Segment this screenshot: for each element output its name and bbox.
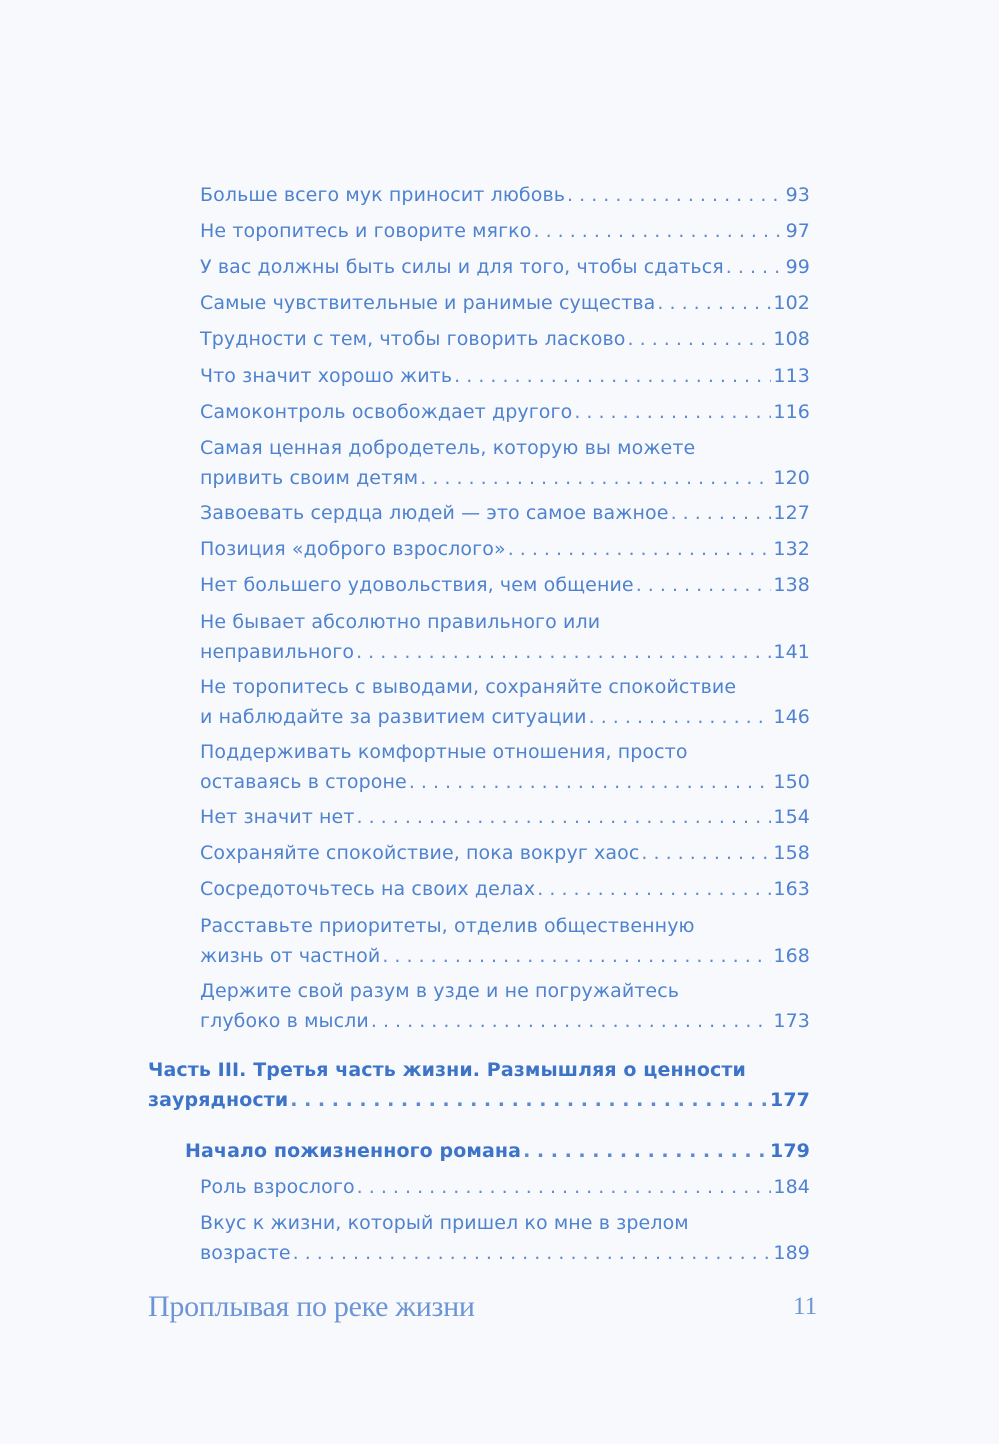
- toc-leader-dots: [574, 397, 771, 427]
- toc-part-title: Часть III. Третья часть жизни. Размышляя о ценности: [148, 1059, 746, 1081]
- toc-entry-title: возрасте: [200, 1242, 291, 1264]
- toc-entry[interactable]: [200, 288, 810, 318]
- toc-entry[interactable]: [200, 737, 810, 797]
- toc-leader-dots: [523, 1136, 768, 1166]
- toc-leader-dots: [382, 941, 771, 971]
- toc-entry-title: Роль взрослого: [200, 1176, 355, 1198]
- toc-entry[interactable]: [200, 361, 810, 391]
- toc-entry-title: Что значит хорошо жить: [200, 365, 453, 387]
- page-number: 11: [793, 1293, 818, 1320]
- toc-entry-title: Нет значит нет: [200, 806, 355, 828]
- toc-entry[interactable]: [200, 570, 810, 600]
- toc-entry-title: Вкус к жизни, который пришел ко мне в зрелом: [200, 1212, 689, 1234]
- toc-entry[interactable]: [200, 252, 810, 282]
- toc-chapter-heading[interactable]: [185, 1136, 810, 1166]
- toc-part-heading[interactable]: [148, 1055, 810, 1115]
- toc-leader-dots: [371, 1006, 772, 1036]
- toc-entry-title: неправильного: [200, 641, 355, 663]
- toc-page-number: 184: [773, 1176, 810, 1198]
- toc-entry-title: Сохраняйте спокойствие, пока вокруг хаос: [200, 842, 640, 864]
- toc-page-number: 132: [773, 538, 810, 560]
- toc-entry-title: Самые чувствительные и ранимые существа: [200, 292, 656, 314]
- toc-page-number: 146: [773, 706, 810, 728]
- toc-entry-title: и наблюдайте за развитием ситуации: [200, 706, 587, 728]
- toc-entry[interactable]: [200, 607, 810, 667]
- toc-entry-title: Самоконтроль освобождает другого: [200, 401, 573, 423]
- toc-leader-dots: [567, 180, 784, 210]
- toc-page-number: 173: [773, 1010, 810, 1032]
- toc-entry-title: У вас должны быть силы и для того, чтобы сдаться: [200, 256, 724, 278]
- toc-leader-dots: [636, 570, 772, 600]
- toc-page-number: 158: [773, 842, 810, 864]
- toc-entry[interactable]: [200, 672, 810, 732]
- toc-leader-dots: [454, 361, 771, 391]
- toc-leader-dots: [726, 252, 784, 282]
- toc-page-number: 154: [773, 806, 810, 828]
- toc-leader-dots: [537, 874, 771, 904]
- toc-leader-dots: [293, 1238, 772, 1268]
- toc-entry[interactable]: [200, 433, 810, 493]
- toc-entry[interactable]: [200, 216, 810, 246]
- toc-leader-dots: [357, 1172, 772, 1202]
- toc-entry[interactable]: [200, 802, 810, 832]
- toc-page-number: 102: [773, 292, 810, 314]
- toc-entry-title: Нет большего удовольствия, чем общение: [200, 574, 634, 596]
- toc-entry-title: Самая ценная добродетель, которую вы можете: [200, 437, 696, 459]
- toc-entry[interactable]: [200, 1208, 810, 1268]
- toc-page-number: 168: [773, 945, 810, 967]
- toc-entry-title: Завоевать сердца людей — это самое важное: [200, 502, 669, 524]
- toc-entry-title: жизнь от частной: [200, 945, 381, 967]
- toc-entry[interactable]: [200, 1172, 810, 1202]
- toc-entry-title: Расставьте приоритеты, отделив общественную: [200, 915, 695, 937]
- toc-leader-dots: [508, 534, 772, 564]
- toc-leader-dots: [641, 838, 771, 868]
- toc-page-number: 127: [773, 502, 810, 524]
- toc-entry[interactable]: [200, 397, 810, 427]
- toc-leader-dots: [356, 637, 771, 667]
- toc-leader-dots: [290, 1085, 768, 1115]
- toc-page-number: 93: [785, 184, 810, 206]
- toc-leader-dots: [657, 288, 771, 318]
- running-footer-title: Проплывая по реке жизни: [148, 1290, 475, 1323]
- toc-entry-title: Не торопитесь с выводами, сохраняйте спокойствие: [200, 676, 737, 698]
- toc-entry-title: Не бывает абсолютно правильного или: [200, 611, 601, 633]
- toc-page-number: 141: [773, 641, 810, 663]
- toc-chapter-title: Начало пожизненного романа: [185, 1140, 522, 1162]
- toc-page-number: 120: [773, 467, 810, 489]
- toc-leader-dots: [589, 702, 772, 732]
- toc-leader-dots: [628, 324, 772, 354]
- toc-entry-title: глубоко в мысли: [200, 1010, 369, 1032]
- toc-page-number: 99: [785, 256, 810, 278]
- toc-leader-dots: [420, 463, 771, 493]
- toc-page-number: 138: [773, 574, 810, 596]
- toc-entry-title: Больше всего мук приносит любовь: [200, 184, 566, 206]
- toc-entry[interactable]: [200, 498, 810, 528]
- toc-page-number: 189: [773, 1242, 810, 1264]
- toc-page-number: 97: [785, 220, 810, 242]
- toc-part-title: заурядности: [148, 1089, 289, 1111]
- toc-entry-title: Позиция «доброго взрослого»: [200, 538, 506, 560]
- toc-page-number: 150: [773, 771, 810, 793]
- toc-entry-title: оставаясь в стороне: [200, 771, 407, 793]
- toc-leader-dots: [357, 802, 772, 832]
- toc-page-number: 113: [773, 365, 810, 387]
- toc-entry-title: Не торопитесь и говорите мягко: [200, 220, 532, 242]
- toc-page-number: 108: [773, 328, 810, 350]
- toc-entry[interactable]: [200, 324, 810, 354]
- toc-entry-title: привить своим детям: [200, 467, 419, 489]
- toc-page-number: 116: [773, 401, 810, 423]
- toc-leader-dots: [409, 767, 772, 797]
- toc-leader-dots: [533, 216, 783, 246]
- toc-entry-title: Держите свой разум в узде и не погружайтесь: [200, 980, 680, 1002]
- toc-entry[interactable]: [200, 180, 810, 210]
- toc-entry-title: Поддерживать комфортные отношения, просто: [200, 741, 688, 763]
- toc-entry[interactable]: [200, 976, 810, 1036]
- toc-leader-dots: [671, 498, 772, 528]
- toc-entry-title: Сосредоточьтесь на своих делах: [200, 878, 536, 900]
- toc-entry[interactable]: [200, 534, 810, 564]
- toc-entry-title: Трудности с тем, чтобы говорить ласково: [200, 328, 626, 350]
- toc-page-number: 179: [770, 1140, 810, 1162]
- toc-entry[interactable]: [200, 911, 810, 971]
- toc-entry[interactable]: [200, 874, 810, 904]
- toc-page-number: 163: [773, 878, 810, 900]
- toc-entry[interactable]: [200, 838, 810, 868]
- toc-page-number: 177: [770, 1089, 810, 1111]
